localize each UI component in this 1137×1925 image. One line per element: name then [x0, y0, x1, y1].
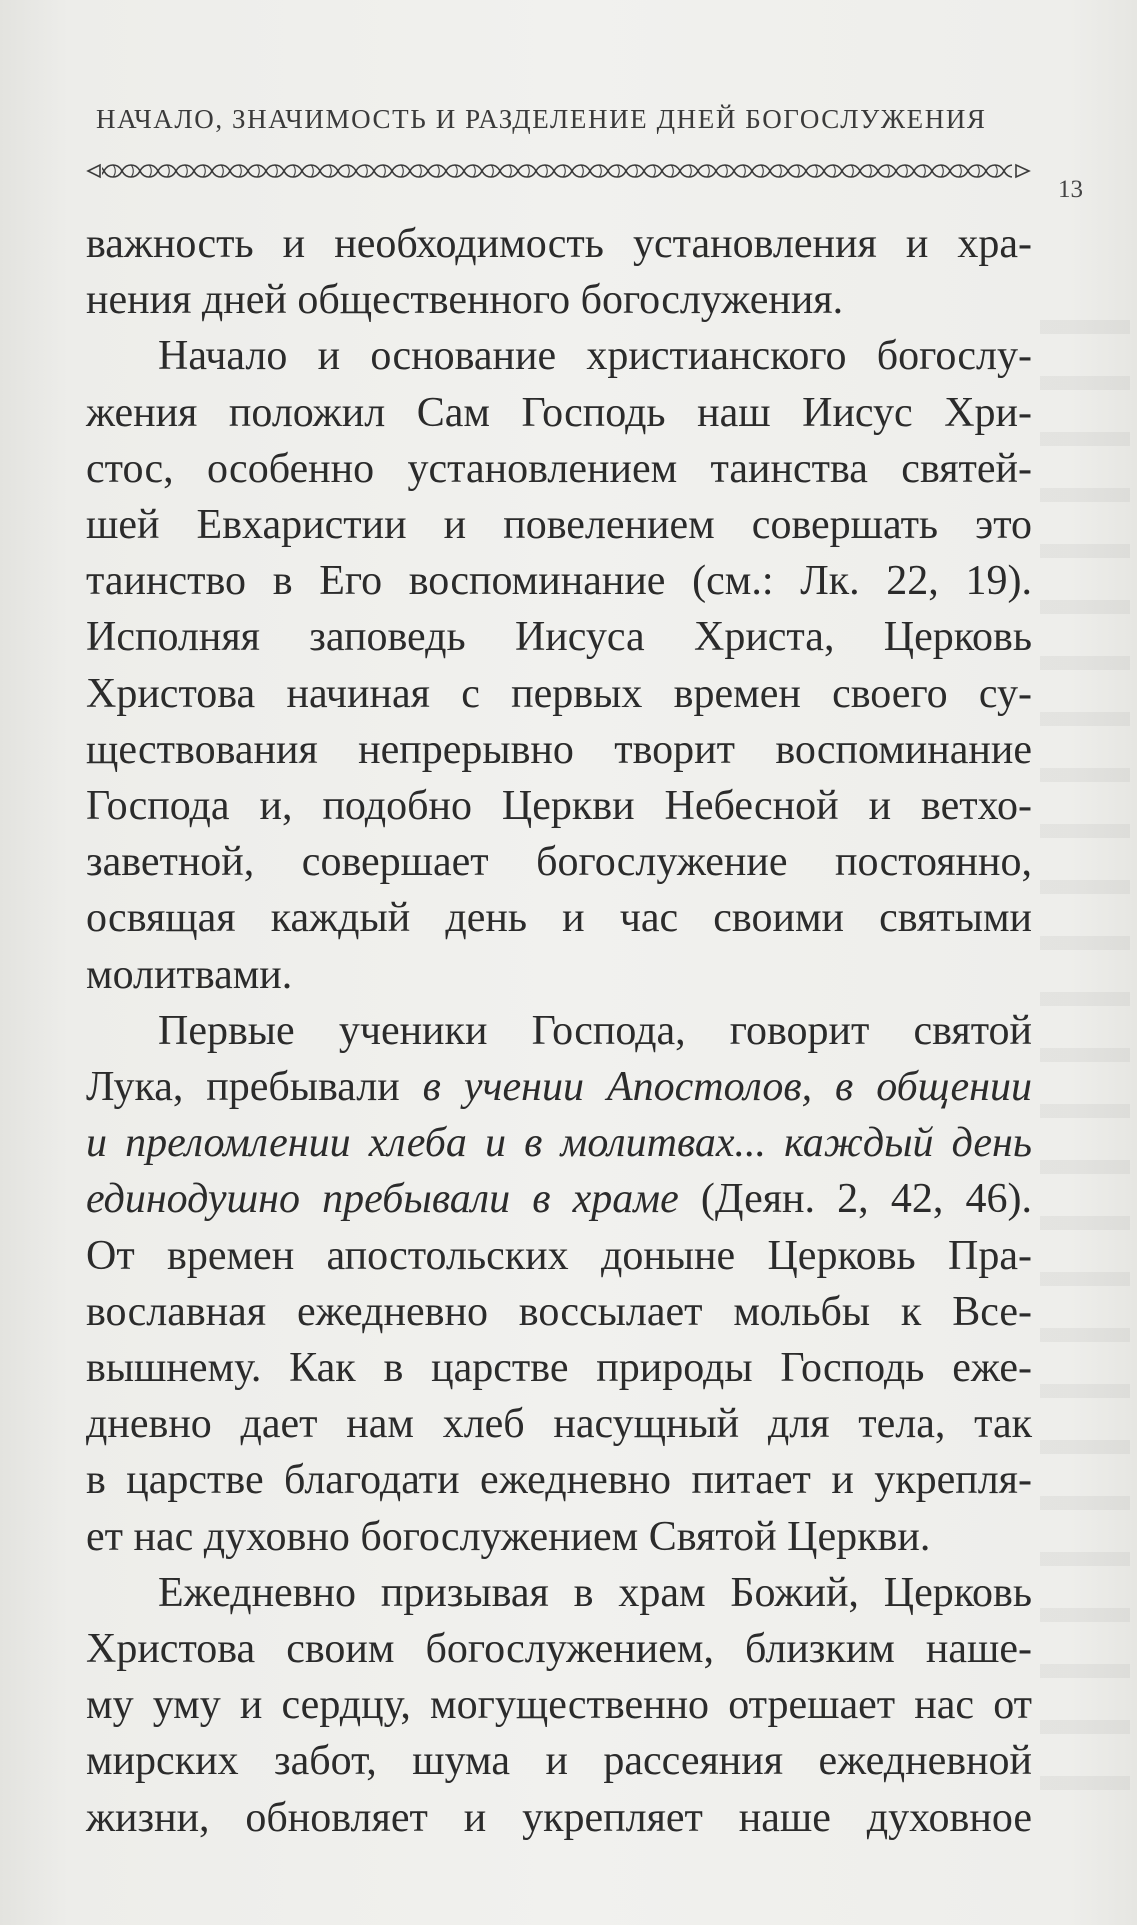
text-line: стос, особенно установлением таинства святей- — [86, 445, 1032, 492]
text-line: важность и необходимость установления и хра- — [86, 221, 1032, 267]
italic-quote: единодушно пребывали в храме — [86, 1176, 679, 1223]
running-head: НАЧАЛО, ЗНАЧИМОСТЬ И РАЗДЕЛЕНИЕ ДНЕЙ БОГОСЛУЖЕНИЯ — [96, 104, 987, 134]
text-line: Первые ученики Господа, говорит святой — [158, 1007, 1032, 1054]
text-line: жения положил Сам Господь наш Иисус Хри- — [86, 389, 1032, 436]
text-line: От времен апостольских доныне Церковь Пра- — [86, 1232, 1032, 1279]
text-line: мирских забот, шума и рассеяния ежедневной — [86, 1738, 1032, 1785]
text-line: нения дней общественного богослужения. — [86, 277, 844, 324]
text-line: Ежедневно призывая в храм Божий, Церковь — [158, 1569, 1032, 1616]
text-line: ществования непрерывно творит воспоминание — [86, 726, 1032, 773]
text-line: дневно дает нам хлеб насущный для тела, так — [86, 1401, 1032, 1448]
text-line: шей Евхаристии и повелением совершать это — [86, 502, 1032, 549]
text-line: в царстве благодати ежедневно питает и укрепля- — [86, 1457, 1032, 1504]
text-line: вышнему. Как в царстве природы Господь еже- — [86, 1345, 1032, 1392]
text-line: Христова начиная с первых времен своего су- — [86, 670, 1032, 717]
text-line: освящая каждый день и час своими святыми — [86, 895, 1032, 942]
text-line: таинство в Его воспоминание (см.: Лк. 22, 19). — [86, 558, 1032, 605]
text-line: му уму и сердцу, могущественно отрешает нас от — [86, 1682, 1032, 1729]
text-line: Исполняя заповедь Иисуса Христа, Церковь — [86, 614, 1032, 661]
text-line: молитвами. — [86, 951, 293, 998]
italic-quote-line: и преломлении хлеба и в молитвах... каждый день — [86, 1120, 1032, 1167]
text-line: Начало и основание христианского богослу- — [158, 333, 1032, 380]
text-line: Христова своим богослужением, близким наше- — [86, 1626, 1032, 1673]
main-text — [86, 216, 1032, 1846]
text-line: заветной, совершает богослужение постоянно, — [86, 839, 1032, 886]
page-number: 13 — [1058, 176, 1083, 203]
text-run: Лука, пребывали — [86, 1064, 423, 1111]
text-line: Господа и, подобно Церкви Небесной и ветхо- — [86, 783, 1032, 830]
text-line: жизни, обновляет и укрепляет наше духовное — [86, 1794, 1032, 1841]
text-line: вославная ежедневно воссылает мольбы к Все- — [86, 1288, 1032, 1335]
citation: (Деян. 2, 42, 46). — [678, 1176, 1032, 1223]
text-line — [86, 1171, 1032, 1227]
ornament-divider — [86, 160, 1031, 182]
italic-quote: в учении Апостолов, в общении — [422, 1064, 1032, 1111]
text-line — [86, 1059, 1032, 1115]
text-line: ет нас духовно богослужением Святой Церкви. — [86, 1513, 931, 1560]
show-through-shadow — [1040, 300, 1130, 1800]
